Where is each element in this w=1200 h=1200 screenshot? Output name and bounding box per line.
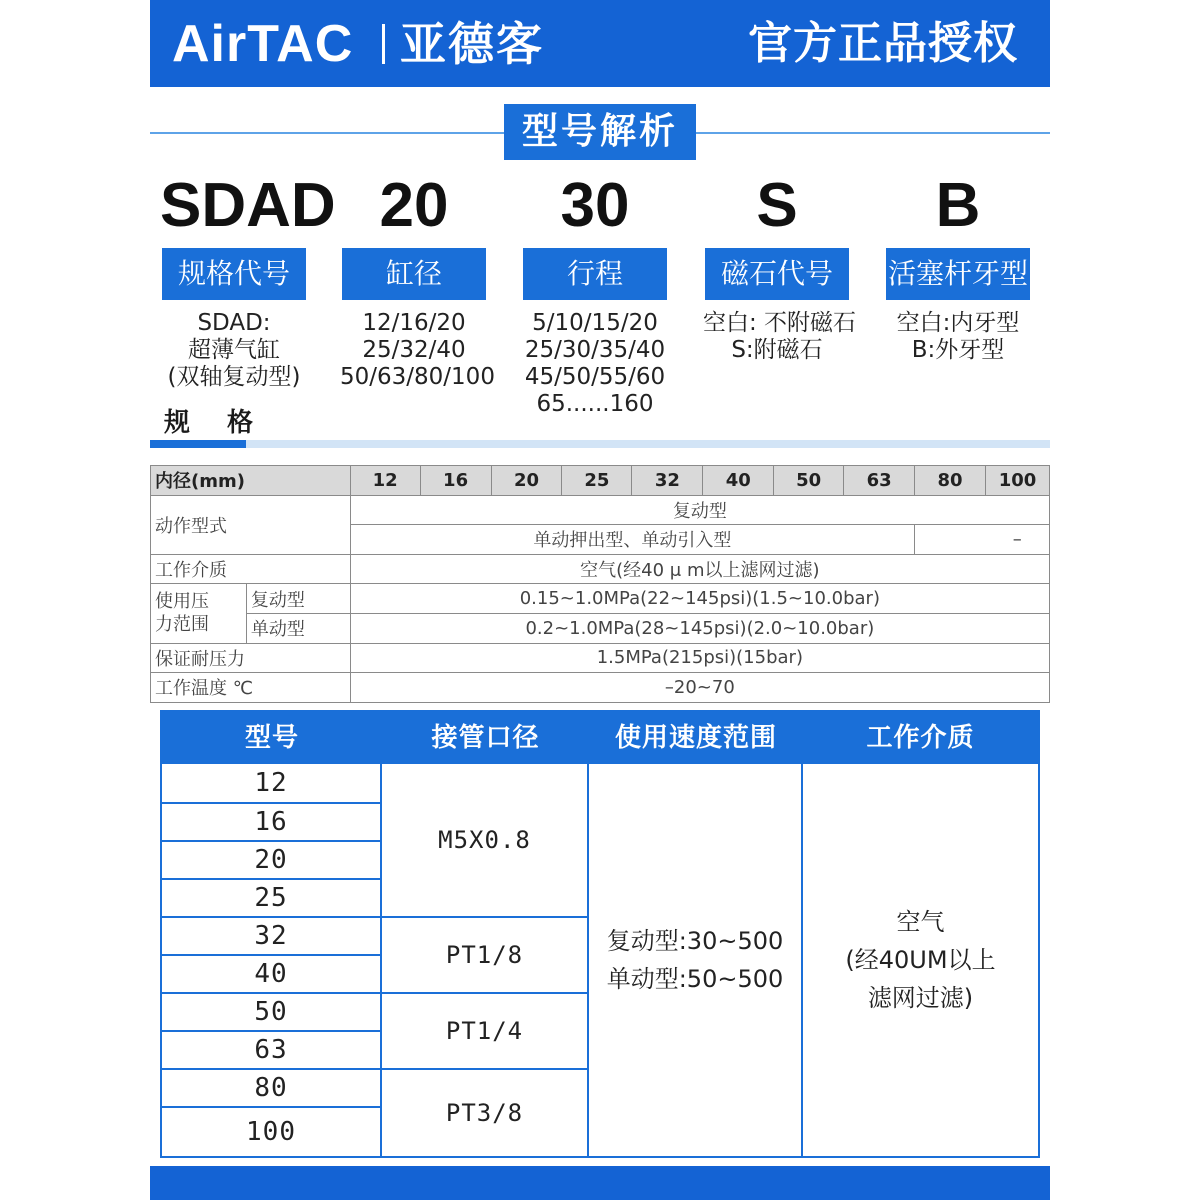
code-label: 规格代号: [162, 248, 306, 300]
pressure-label-line: 使用压: [155, 591, 209, 613]
port-cell: M5X0.8: [382, 764, 589, 918]
desc-line: S:附磁石: [731, 337, 823, 363]
footer-bar: [150, 1166, 1050, 1200]
pressure-single-label: 单动型: [246, 613, 350, 643]
desc-line: 12/16/20: [362, 310, 466, 336]
pressure-double-label: 复动型: [246, 584, 350, 614]
speed-line: 单动型:50~500: [606, 965, 784, 993]
spec-section-title: 规 格: [164, 408, 268, 438]
code-label: 缸径: [342, 248, 486, 300]
code-desc: [884, 310, 1032, 364]
code-column-stroke: [521, 168, 669, 418]
model-cell: 16: [162, 804, 382, 842]
bore-header: 内径(mm): [151, 466, 351, 496]
desc-line: 空白:内牙型: [896, 310, 1020, 336]
brand-name-cn: 亚德客: [400, 17, 544, 71]
desc-line: 空白: 不附磁石: [703, 310, 857, 336]
code-column-thread: [884, 168, 1032, 364]
bore-cell: 63: [844, 466, 915, 496]
model-cell: 63: [162, 1032, 382, 1070]
model-cell: 50: [162, 994, 382, 1032]
spec-row-temp: [151, 673, 1050, 703]
port-cell: PT3/8: [382, 1070, 589, 1156]
pressure-label: [151, 584, 247, 643]
brand-divider: [382, 24, 385, 64]
desc-line: 25/30/35/40: [524, 337, 666, 363]
pressure-double-value: 0.15~1.0MPa(22~145psi)(1.5~10.0bar): [350, 584, 1049, 614]
port-table: [160, 710, 1040, 1158]
desc-line: SDAD:: [197, 310, 271, 336]
bore-cell: 50: [774, 466, 844, 496]
desc-line: B:外牙型: [911, 337, 1005, 363]
header-banner: [150, 0, 1050, 87]
model-cell: 40: [162, 956, 382, 994]
spec-row-pressure-double: [151, 584, 1050, 614]
action-label: 动作型式: [151, 495, 351, 554]
temp-label: 工作温度 ℃: [151, 673, 351, 703]
code-value: S: [756, 171, 798, 240]
header-medium: 工作介质: [866, 723, 975, 753]
bore-cell: 40: [703, 466, 774, 496]
proof-label: 保证耐压力: [151, 643, 351, 673]
model-cell: 100: [162, 1108, 382, 1156]
desc-line: 5/10/15/20: [532, 310, 658, 336]
bore-cell: 25: [562, 466, 632, 496]
code-column-bore: [340, 168, 495, 391]
speed-line: 复动型:30~500: [606, 927, 784, 955]
pressure-label-line: 力范围: [155, 614, 209, 636]
spec-row-medium: [151, 554, 1050, 584]
desc-line: 50/63/80/100: [340, 364, 495, 390]
medium-cell: [803, 764, 1038, 1156]
port-cell: PT1/4: [382, 994, 589, 1070]
code-label: 磁石代号: [705, 248, 849, 300]
model-cell: 80: [162, 1070, 382, 1108]
spec-row-proof: [151, 643, 1050, 673]
header-speed: 使用速度范围: [614, 723, 777, 753]
desc-line: 25/32/40: [362, 337, 466, 363]
action-double: 复动型: [350, 495, 1049, 525]
code-value: B: [935, 171, 981, 240]
medium-label: 工作介质: [151, 554, 351, 584]
model-cell: 20: [162, 842, 382, 880]
code-label: 活塞杆牙型: [886, 248, 1030, 300]
code-desc: [340, 310, 495, 391]
bore-cell: 16: [420, 466, 491, 496]
authorized-text: 官方正品授权: [748, 18, 1018, 69]
medium-line: 滤网过滤): [867, 984, 974, 1012]
model-cell: 12: [162, 764, 382, 804]
bore-cell: 32: [632, 466, 703, 496]
proof-value: 1.5MPa(215psi)(15bar): [350, 643, 1049, 673]
code-desc: [703, 310, 857, 364]
action-single-na-spacer: [915, 525, 986, 555]
code-desc: [160, 310, 308, 391]
code-column-series: [160, 168, 336, 391]
spec-row-action: [151, 495, 1050, 525]
spec-table: [150, 465, 1050, 703]
bore-cell: 100: [986, 466, 1050, 496]
medium-value: 空气(经40 μ m以上滤网过滤): [350, 554, 1049, 584]
desc-line: (双轴复动型): [167, 364, 301, 390]
bore-cell: 20: [491, 466, 562, 496]
bore-cell: 12: [350, 466, 420, 496]
model-cell: 25: [162, 880, 382, 918]
port-table-body: [162, 764, 1038, 1156]
temp-value: –20~70: [350, 673, 1049, 703]
desc-line: 超薄气缸: [188, 337, 280, 363]
desc-line: 45/50/55/60: [524, 364, 666, 390]
code-value: SDAD: [160, 171, 336, 240]
medium-line: 空气: [896, 908, 945, 936]
spec-divider-accent: [150, 440, 246, 448]
header-model: 型号: [244, 723, 299, 753]
port-table-header: [162, 712, 1038, 764]
code-value: 30: [560, 171, 630, 240]
spec-divider: [150, 440, 1050, 448]
spec-header-row: [151, 466, 1050, 496]
header-port: 接管口径: [431, 723, 540, 753]
code-label: 行程: [523, 248, 667, 300]
medium-line: (经40UM以上: [845, 946, 996, 974]
action-single: 单动押出型、单动引入型: [350, 525, 914, 555]
spec-row-pressure-single: [151, 613, 1050, 643]
speed-cell: [589, 764, 803, 1156]
code-value: 20: [379, 171, 449, 240]
bore-cell: 80: [915, 466, 986, 496]
pressure-single-value: 0.2~1.0MPa(28~145psi)(2.0~10.0bar): [350, 613, 1049, 643]
code-desc: [521, 310, 669, 418]
model-cell: 32: [162, 918, 382, 956]
code-column-magnet: [703, 168, 857, 364]
port-cell: PT1/8: [382, 918, 589, 994]
brand-logo: AirTAC: [172, 15, 354, 73]
desc-line: 65......160: [536, 391, 654, 417]
model-section-title: 型号解析: [504, 104, 696, 160]
product-spec-page: [150, 0, 1050, 1200]
action-single-na: –: [986, 525, 1050, 555]
